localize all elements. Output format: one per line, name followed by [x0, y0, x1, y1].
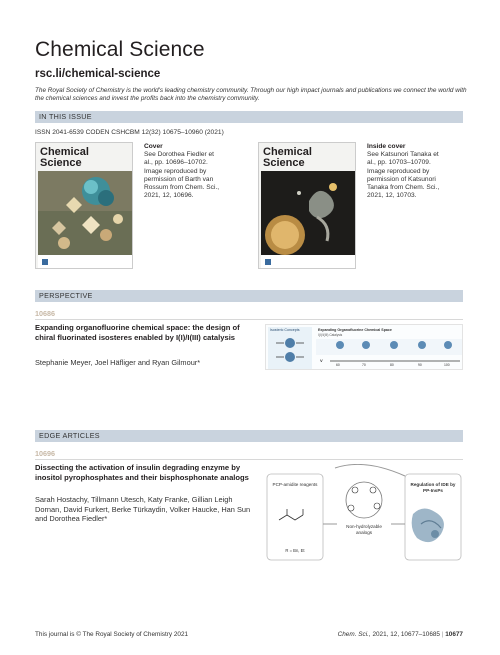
perspective-abstract-right-title: Expanding Organofluorine Chemical Space — [318, 328, 392, 332]
inside-cover-caption: Inside cover See Katsunori Tanaka et al., pp. 10703–10709. Image reproduced by permission of Katsunori Tanaka from Chem. Sci., 2021, 12, 10703. — [367, 143, 440, 200]
cover-artwork — [36, 143, 133, 269]
footer-citation: Chem. Sci., 2021, 12, 10677–10685 | 10677 — [337, 631, 463, 638]
journal-title: Chemical Science — [35, 38, 205, 61]
cover-caption: Cover See Dorothea Fiedler et al., pp. 10696–10702. Image reproduced by permission of Barth van Rossum from Chem. Sci., 2021, 12, 10696. — [144, 143, 220, 200]
edge-abstract-r-label: R = Bn, Et — [285, 548, 305, 553]
perspective-graphical-abstract[interactable] — [265, 324, 463, 370]
axis-tick: 100 — [444, 363, 450, 367]
axis-tick: 80 — [390, 363, 394, 367]
section-heading-in-this-issue: IN THIS ISSUE — [35, 111, 463, 123]
edge-authors: Sarah Hostachy, Tillmann Utesch, Katy Franke, Gillian Leigh Dornan, David Furkert, Berke Türkaydin, Volker Haucke, Han Sun and Dorothea Fiedler* — [35, 495, 251, 524]
edge-graphical-abstract[interactable] — [265, 464, 463, 566]
edge-abstract-analog-label: Non-hydrolyzable analogs — [346, 524, 382, 535]
inside-cover-masthead: Chemical Science — [263, 146, 312, 169]
cover-masthead: Chemical Science — [40, 146, 89, 169]
axis-tick: 90 — [418, 363, 422, 367]
section-heading-perspective: PERSPECTIVE — [35, 290, 463, 302]
perspective-page-number[interactable]: 10686 — [35, 309, 55, 318]
issn-line: ISSN 2041-6539 CODEN CSHCBM 12(32) 10675–10960 (2021) — [35, 129, 224, 136]
edge-divider — [35, 459, 463, 460]
perspective-divider — [35, 319, 463, 320]
section-heading-edge-articles: EDGE ARTICLES — [35, 430, 463, 442]
edge-page-number[interactable]: 10696 — [35, 449, 55, 458]
inside-cover-artwork — [259, 143, 356, 269]
perspective-authors: Stephanie Meyer, Joel Häfliger and Ryan Gilmour* — [35, 358, 201, 367]
cover-image[interactable] — [35, 142, 133, 269]
edge-abstract-reagent-label: PCP-amidite reagents — [272, 482, 318, 487]
perspective-article-title[interactable]: Expanding organofluorine chemical space: the design of chiral fluorinated isosteres enabled by I(I)/I(III) catalysis — [35, 323, 240, 342]
axis-tick: 70 — [362, 363, 366, 367]
edge-article-title[interactable]: Dissecting the activation of insulin degrading enzyme by inositol pyrophosphates and their bisphosphonate analogs — [35, 463, 249, 482]
journal-url[interactable]: rsc.li/chemical-science — [35, 68, 161, 80]
perspective-abstract-left-title: Isosteric Concepts — [270, 328, 300, 332]
footer-copyright: This journal is © The Royal Society of Chemistry 2021 — [35, 631, 189, 638]
perspective-abstract-axis-label: V — [320, 358, 323, 363]
footer-page-number: 10677 — [445, 631, 463, 638]
inside-cover-image[interactable] — [258, 142, 356, 269]
perspective-abstract-right-subtitle: I(I)/I(III) Catalysis — [318, 333, 343, 337]
journal-description: The Royal Society of Chemistry is the world's leading chemistry community. Through our high impact journals and publications we connect the world with the chemical sciences and invest the profits back into the chemistry community. — [35, 87, 467, 103]
axis-tick: 60 — [336, 363, 340, 367]
edge-abstract-regulation-label: Regulation of IDE by PP-InsPs — [410, 482, 456, 493]
